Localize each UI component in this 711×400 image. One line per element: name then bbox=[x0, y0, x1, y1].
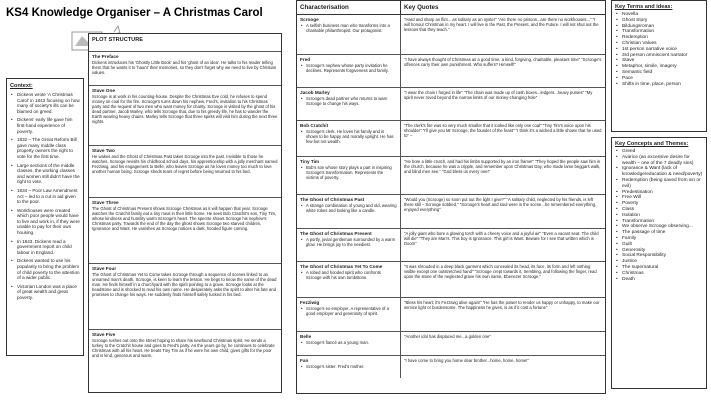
character-quotes: "A jolly giant who bore a glowing torch with a cheery voice and a joyful air" "Even a vacant seat. The child will die" "They are Man's. This boy is Ignorance. This girl is Want. Beware for I see that written which is Doom" bbox=[404, 231, 599, 247]
key-concepts-list bbox=[615, 149, 703, 282]
character-name: The Ghost of Christmas Past bbox=[300, 197, 365, 202]
character-name: Belle bbox=[300, 334, 312, 339]
stave-text: Dickens introduces his 'Ghostly Little Book' and his 'ghost of an idea'. He talks to his reader telling them that he wants it to 'haunt' their memories, so they don't forget why we need to live by Christian values. bbox=[92, 60, 277, 76]
character-row bbox=[297, 229, 605, 262]
character-trait: • Scrooge's fiancé as a young man. bbox=[300, 340, 397, 345]
stave-text: Scrooge is at work in his counting-house. Despite the Christmas Eve cold, he refuses to spend money on coal for the fire. Scrooge's turns down his nephew, Fred's, invitation to his Christmas party and the request of two men who want money for charity. Scrooge is visited by the ghost of his dead partner, Jacob Marley, who tells Scrooge that, due to his greedy life, he has to wander the Earth wearing heavy chains. Marley tells Scrooge that three spirits will visit him during the next three nights. bbox=[92, 94, 278, 125]
term-item: • Pace bbox=[615, 76, 703, 82]
character-row bbox=[297, 55, 605, 88]
context-item: • In 1843, Dickens read a government report on child labour in England. bbox=[10, 239, 80, 256]
concept-item: • The passage of time bbox=[615, 230, 703, 236]
concept-item: • Redemption (being saved from sin or evil) bbox=[615, 178, 703, 190]
concept-item: • Generosity bbox=[615, 248, 703, 254]
context-item: • Dickens wrote 'A Christmas Carol' in 1843 focusing on how many of society's ills can be blamed on greed. bbox=[10, 92, 80, 114]
term-item: • Redemption bbox=[615, 35, 703, 41]
key-terms-list bbox=[615, 12, 703, 87]
character-trait: • Scrooge's ex-employer. A representative of a good employer and generosity of spirit. bbox=[300, 306, 397, 316]
plot-structure-panel bbox=[88, 33, 282, 393]
character-quotes: "Another idol has displaced me...a golden one" bbox=[404, 334, 491, 339]
character-name: Bob Cratchit bbox=[300, 123, 329, 128]
character-trait: • A strange combination of young and old, wearing white robes and looking like a candle. bbox=[300, 203, 397, 213]
context-list bbox=[10, 92, 80, 301]
character-row bbox=[297, 88, 605, 121]
character-row bbox=[297, 15, 605, 55]
term-item: • 3rd person omniscient narrator bbox=[615, 53, 703, 59]
context-item: • Workhouses were created which poor people would have to live and work in, if they were unable to pay for their own housing. bbox=[10, 208, 80, 236]
context-item: • Victorian London was a place of great wealth and great poverty. bbox=[10, 284, 80, 301]
concept-item: • Christmas bbox=[615, 271, 703, 277]
character-quotes: "I have come to bring you home dear brother...home, home, home!" bbox=[404, 358, 529, 363]
context-item: • Dickens' early life gave him first-hand experience of poverty. bbox=[10, 117, 80, 134]
key-terms-heading: Key Terms and ideas: bbox=[615, 4, 673, 10]
context-item: • Large sections of the middle classes, the working classes and women still didn't have the right to vote. bbox=[10, 163, 80, 185]
page-title: KS4 Knowledge Organiser – A Christmas Carol bbox=[6, 7, 263, 19]
character-trait: • A robed and hooded spirit who confronts Scrooge with his own tombstone. bbox=[300, 270, 397, 280]
concept-item: • Class bbox=[615, 207, 703, 213]
character-name: Tiny Tim bbox=[300, 159, 320, 164]
character-row bbox=[297, 262, 605, 298]
term-item: • Bildungsroman bbox=[615, 24, 703, 30]
character-trait: • Scrooge's dead partner who returns to warn Scrooge to change his ways. bbox=[300, 96, 397, 106]
character-row bbox=[297, 195, 605, 229]
character-row bbox=[297, 121, 605, 157]
stave-text: The Ghost of Christmas Yet to Come takes Scrooge through a sequence of scenes linked to an unnamed man's death. Scrooge, is keen to learn the lesson. He begs to know the name of the dead man. He finds himself in a churchyard with the spirit pointing to a grave. Scrooge looks at the headstone and is shocked to read his own name. He desperately asks the spirit to alter his fate and promises to change his ways. He suddenly finds himself safely tucked in his bed. bbox=[92, 272, 277, 298]
stave-three bbox=[89, 198, 281, 264]
concept-item: • Justice bbox=[615, 259, 703, 265]
concept-item: • Greed bbox=[615, 149, 703, 155]
concept-item: • Isolation bbox=[615, 213, 703, 219]
character-row bbox=[297, 356, 605, 378]
term-item: • Stave bbox=[615, 58, 703, 64]
stave-five bbox=[89, 330, 281, 390]
stave-text: He wakes and the Ghost of Christmas Past takes Scrooge into the past. Invisible to those he watches, Scrooge revisits his childhood school days, his apprenticeship with a jolly merchant named Fezziwig, and his engagement to Belle, who leaves Scrooge as he loves money too much to love another human being. Scrooge sheds tears of regret before being returned to his bed. bbox=[92, 154, 278, 175]
context-heading: Context: bbox=[10, 83, 33, 89]
character-quotes: "Bless his heart; it's Fezziwig alive again!" "He has the power to render us happy or unhappy, to make our service light or burdensome. The happiness he gives, is as if it cost a fortune" bbox=[404, 300, 600, 311]
character-trait: • Scrooge's clerk. He loves his family and is shown to be happy and morally upright. He has few but not wealth. bbox=[300, 129, 397, 144]
stave-title: Stave Four bbox=[92, 266, 117, 271]
characters-header bbox=[297, 1, 605, 15]
character-name: Scrooge bbox=[300, 17, 319, 22]
character-name: Fan bbox=[300, 358, 309, 363]
characters-table bbox=[296, 0, 606, 394]
stave-title: The Preface bbox=[92, 54, 119, 59]
stave-two bbox=[89, 146, 281, 198]
key-quotes-heading: Key Quotes bbox=[404, 4, 439, 11]
plot-heading: PLOT STRUCTURE bbox=[89, 34, 281, 52]
stave-preface bbox=[89, 52, 281, 86]
concept-item: • Avarice (an excessive desire for wealth – one of the 7 deadly sins) bbox=[615, 155, 703, 167]
character-quotes: "The clerk's fire was so very much smaller that it looked like only one coal" "Tiny Tim's voice upon his shoulder" "I'll give you Mr Scrooge, the founder of the feast" "I think it's a wicked a little shown that he used to" – bbox=[404, 123, 602, 139]
concept-item: • Ignorance & Want (lack of knowledge/education & need/poverty) bbox=[615, 166, 703, 178]
character-trait: • Bob's son whose story plays a part in inspiring Scrooge's transformation. Represents the victims of poverty. bbox=[300, 165, 397, 180]
character-name: Fred bbox=[300, 57, 311, 62]
stave-title: Stave One bbox=[92, 88, 115, 93]
stave-title: Stave Two bbox=[92, 148, 115, 153]
character-quotes: "I wear the chain I forged in life" "The chain was made up of cash boxes...ledgers...heavy purses" "My spirit never roved beyond the narrow limits of our money-changing hole" bbox=[404, 90, 593, 101]
concept-item: • Family bbox=[615, 236, 703, 242]
stave-four bbox=[89, 264, 281, 330]
term-item: • Semantic field bbox=[615, 70, 703, 76]
term-item: • Metaphor, simile, imagery bbox=[615, 64, 703, 70]
context-item: • Dickens wanted to use his popularity to bring the problem of child poverty to the attention of a wider public. bbox=[10, 258, 80, 280]
key-concepts-panel bbox=[611, 137, 707, 389]
character-quotes: "Hard and sharp as flint... as solitary as an oyster" "Are there no prisons...are there no workhouses..." "I will honour Christmas in my heart. I will live in the Past, the Present, and the Future. I will not shut out the lessons that they teach." bbox=[404, 17, 599, 33]
character-quotes: "Would you (Scrooge) so soon put out the light I give?" "A solitary child, neglected by his friends, is left there still – Scrooge sobbed." "Scrooge's heart and soul were in the scene...he remembered everything, enjoyed everything" bbox=[404, 197, 597, 213]
concept-item: • Poverty bbox=[615, 201, 703, 207]
concept-item: • The supernatural bbox=[615, 265, 703, 271]
context-item: • 1834 – Poor Law Amendment Act – led to a cut in aid given to the poor. bbox=[10, 188, 80, 205]
term-item: • 1st person narrative voice bbox=[615, 47, 703, 53]
context-item: • 1832 – The Great Reform Bill gave many middle class property owners the right to vote for the first time. bbox=[10, 137, 80, 159]
character-trait: • A portly, jovial gentleman surrounded by a warm glow. He brings joy to the neediest. bbox=[300, 237, 397, 247]
character-trait: • Scrooge's nephew whose party invitation he declines. Represents forgiveness and family. bbox=[300, 63, 397, 73]
characterisation-heading: Characterisation bbox=[297, 1, 401, 14]
character-name: The Ghost of Christmas Present bbox=[300, 231, 372, 236]
character-quotes: "I have always thought of Christmas as a good time, a kind, forgiving, charitable, pleasant time" "Scrooge's offences carry their own punishment. Who suffers? Himself!" bbox=[404, 57, 602, 68]
concept-item: • Free Will bbox=[615, 195, 703, 201]
term-item: • Novella bbox=[615, 12, 703, 18]
character-quotes: "It was shrouded in a deep black garment which concealed its head, its face, its form and left nothing visible except one outstretched hand" "Scrooge crept towards it, trembling, and following the finger, read upon the stone of the neglected grave his own name, Ebenezer Scrooge." bbox=[404, 264, 597, 280]
concept-item: • Guilt bbox=[615, 242, 703, 248]
concept-item: • Death bbox=[615, 277, 703, 283]
character-name: The Ghost of Christmas Yet To Come bbox=[300, 264, 383, 269]
character-row bbox=[297, 332, 605, 356]
character-quotes: "He bore a little crutch, and had his limbs supported by an iron frame!" "They hoped the people saw him in the church, because he was a cripple, and remember upon Christmas Day, who made lame beggars walk, and blind men see." "God bless us every one!" bbox=[404, 159, 601, 175]
character-name: Fezziwig bbox=[300, 300, 320, 305]
term-item: • Christian Values bbox=[615, 41, 703, 47]
character-name: Jacob Marley bbox=[300, 90, 330, 95]
concept-item: • We observe Scrooge observing... bbox=[615, 224, 703, 230]
concept-item: • Predestination bbox=[615, 190, 703, 196]
character-trait: • Scrooge's sister. Fred's mother. bbox=[300, 364, 397, 369]
context-panel bbox=[6, 78, 84, 356]
character-row bbox=[297, 298, 605, 332]
term-item: • Transformation bbox=[615, 29, 703, 35]
character-trait: • A selfish business man who transforms into a charitable philanthropist. Our protagonist. bbox=[300, 23, 397, 33]
term-item: • Shifts in time, place, person bbox=[615, 82, 703, 88]
key-terms-panel bbox=[611, 0, 707, 132]
stave-text: Scrooge rushes out onto the street hoping to share his newfound Christmas spirit. He sends a turkey to the Cratchit house and goes to Fred's party. As the years go by, he continues to celebrate Christmas with all his heart. He treats Tiny Tim as if he were his own child, gives gifts for the poor and is kind, generous and warm. bbox=[92, 338, 275, 359]
stave-one bbox=[89, 86, 281, 146]
stave-title: Stave Three bbox=[92, 200, 119, 205]
character-row bbox=[297, 157, 605, 195]
concept-item: • Transformation bbox=[615, 219, 703, 225]
term-item: • Ghost Story bbox=[615, 18, 703, 24]
concept-item: • Social Responsibility bbox=[615, 253, 703, 259]
key-concepts-heading: Key Concepts and Themes: bbox=[615, 141, 689, 147]
stave-title: Stave Five bbox=[92, 332, 116, 337]
stave-text: The Ghost of Christmas Present shows Scrooge Christmas as it will happen that year. Scrooge watches the Cratchit family eat a tiny meal in their little home. He sees Bob Cratchit's son, Tiny Tim, whose kindness and humility warm Scrooge's heart. The spectre shows Scrooge his nephew's Christmas party. Towards the end of the day the ghost shows Scrooge two starved children, Ignorance and Want. He vanishes as Scrooge notices a dark, hooded figure coming. bbox=[92, 206, 277, 232]
